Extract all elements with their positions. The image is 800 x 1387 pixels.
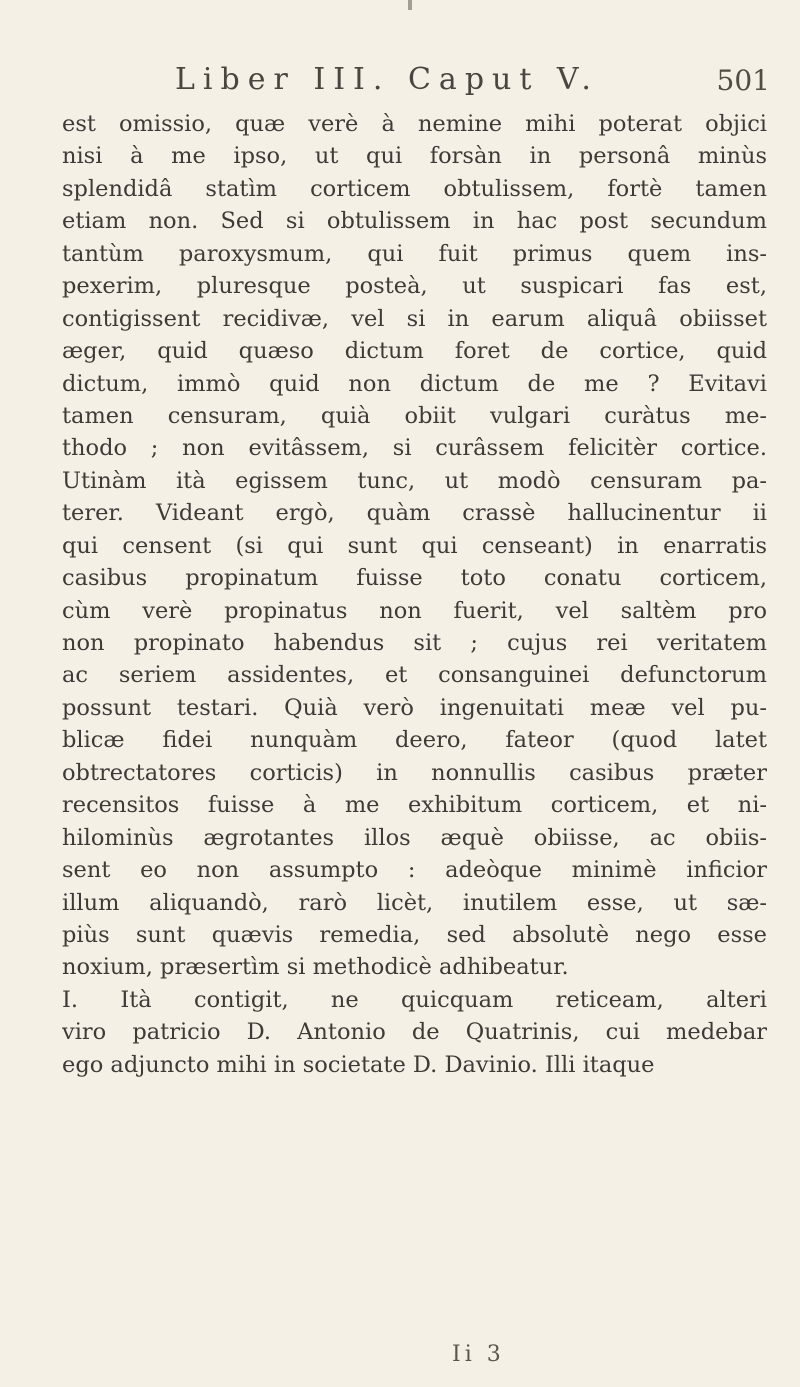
text-line: recensitos fuisse à me exhibitum corticem, et ni- — [62, 792, 767, 819]
text-line: dictum, immò quid non dictum de me ? Evitavi — [62, 370, 767, 397]
running-head: Liber III. Caput V. — [175, 62, 599, 97]
text-line: terer. Videant ergò, quàm crassè hallucinentur ii — [62, 500, 767, 527]
text-line: illum aliquandò, rarò licèt, inutilem esse, ut sæ- — [62, 889, 767, 916]
top-mark — [408, 0, 412, 10]
text-line: Utinàm ità egissem tunc, ut modò censuram pa- — [62, 467, 767, 494]
text-line: splendidâ statìm corticem obtulissem, fortè tamen — [62, 175, 767, 202]
text-line: obtrectatores corticis) in nonnullis casibus præter — [62, 759, 767, 786]
signature-mark: Ii 3 — [452, 1342, 505, 1367]
body-text — [62, 108, 767, 1081]
text-line: ac seriem assidentes, et consanguinei defunctorum — [62, 662, 767, 689]
text-line: hilominùs ægrotantes illos æquè obiisse, ac obiis- — [62, 824, 767, 851]
text-line: sent eo non assumpto : adeòque minimè inficior — [62, 857, 767, 884]
text-line: non propinato habendus sit ; cujus rei veritatem — [62, 630, 767, 656]
text-line: cùm verè propinatus non fuerit, vel saltèm pro — [62, 597, 767, 624]
text-line: possunt testari. Quià verò ingenuitati meæ vel pu- — [62, 694, 767, 721]
text-line: tamen censuram, quià obiit vulgari curàtus me- — [62, 402, 767, 429]
text-line: ego adjuncto mihi in societate D. Davinio. Illi itaque — [62, 1051, 655, 1078]
text-line: pexerim, pluresque posteà, ut suspicari fas est, — [62, 273, 767, 300]
text-line: blicæ fidei nunquàm deero, fateor (quod latet — [62, 727, 767, 754]
text-line: thodo ; non evitâssem, si curâssem felicitèr cortice. — [62, 435, 767, 462]
text-line: qui censent (si qui sunt qui censeant) in enarratis — [62, 532, 767, 559]
text-line: est omissio, quæ verè à nemine mihi poterat objici — [62, 111, 767, 137]
text-line: etiam non. Sed si obtulissem in hac post secundum — [62, 208, 767, 235]
text-line: contigissent recidivæ, vel si in earum aliquâ obiisset — [62, 305, 767, 332]
page-header — [0, 62, 800, 102]
text-line: tantùm paroxysmum, qui fuit primus quem ins- — [62, 240, 767, 267]
text-line: nisi à me ipso, ut qui forsàn in personâ minùs — [62, 143, 767, 170]
text-line: viro patricio D. Antonio de Quatrinis, cui medebar — [62, 1019, 767, 1046]
text-line: piùs sunt quævis remedia, sed absolutè nego esse — [62, 921, 767, 948]
text-line: I. Ità contigit, ne quicquam reticeam, alteri — [62, 986, 767, 1013]
text-line: noxium, præsertìm si methodicè adhibeatur. — [62, 954, 569, 981]
text-line: casibus propinatum fuisse toto conatu corticem, — [62, 565, 767, 592]
text-line: æger, quid quæso dictum foret de cortice, quid — [62, 338, 767, 365]
page-number: 501 — [716, 64, 770, 97]
